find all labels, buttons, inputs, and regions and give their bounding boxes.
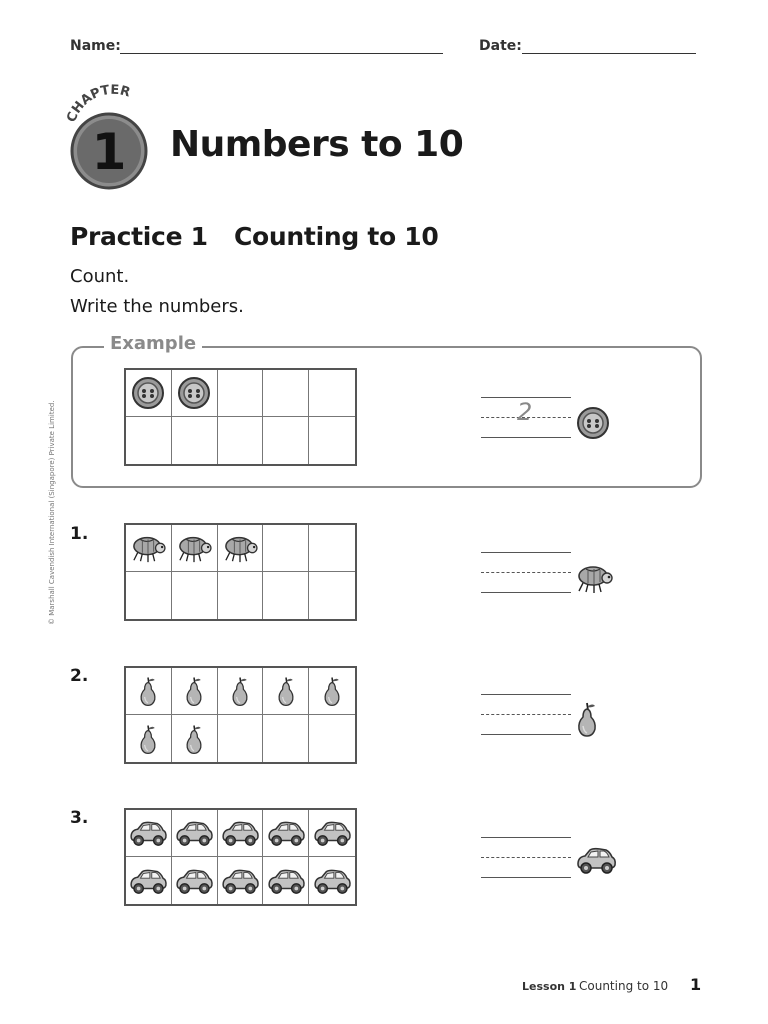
ten-frame-cell bbox=[263, 715, 309, 762]
ten-frame-example bbox=[124, 368, 357, 466]
answer-lines-question-3[interactable] bbox=[481, 828, 571, 878]
ten-frame-cell bbox=[172, 810, 218, 857]
ten-frame-cell bbox=[126, 715, 172, 762]
pear-icon bbox=[137, 674, 159, 708]
ten-frame-cell bbox=[126, 370, 172, 417]
chapter-badge bbox=[60, 84, 160, 190]
ten-frame-cell bbox=[263, 370, 309, 417]
car-icon bbox=[127, 866, 169, 896]
pear-icon bbox=[275, 674, 297, 708]
chapter-title: Numbers to 10 bbox=[170, 124, 464, 165]
ten-frame-cell bbox=[172, 572, 218, 619]
ten-frame-cell bbox=[218, 572, 264, 619]
footer-lesson: Lesson 1 bbox=[522, 980, 577, 993]
ten-frame-cell bbox=[263, 668, 309, 715]
ten-frame-cell bbox=[218, 810, 264, 857]
ten-frame-cell bbox=[172, 857, 218, 904]
ten-frame-cell bbox=[218, 668, 264, 715]
instruction-write: Write the numbers. bbox=[70, 296, 244, 317]
ten-frame-cell bbox=[126, 857, 172, 904]
ten-frame-cell bbox=[263, 417, 309, 464]
question-2-number: 2. bbox=[70, 666, 89, 686]
question-3-object-icon bbox=[574, 844, 618, 876]
car-icon bbox=[219, 866, 261, 896]
ten-frame-cell bbox=[172, 417, 218, 464]
ten-frame-cell bbox=[218, 417, 264, 464]
copyright-notice: © Marshall Cavendish International (Singapore) Private Limited. bbox=[48, 400, 56, 625]
car-icon bbox=[219, 818, 261, 848]
footer-topic: Counting to 10 bbox=[579, 979, 669, 993]
ten-frame-cell bbox=[309, 715, 355, 762]
car-icon bbox=[311, 818, 353, 848]
ten-frame-cell bbox=[309, 417, 355, 464]
car-icon bbox=[574, 844, 618, 876]
pear-icon bbox=[137, 722, 159, 756]
ten-frame-cell bbox=[263, 857, 309, 904]
ten-frame-cell bbox=[263, 572, 309, 619]
pear-icon bbox=[574, 700, 600, 738]
ten-frame-cell bbox=[218, 370, 264, 417]
ten-frame-cell bbox=[172, 370, 218, 417]
page-number: 1 bbox=[690, 975, 702, 994]
car-icon bbox=[265, 818, 307, 848]
pear-icon bbox=[183, 722, 205, 756]
instruction-count: Count. bbox=[70, 266, 130, 287]
chapter-word: CHAPTER bbox=[64, 84, 132, 125]
ten-frame-cell bbox=[218, 715, 264, 762]
date-line[interactable] bbox=[522, 53, 696, 54]
answer-value-example: 2 bbox=[517, 398, 533, 426]
practice-title: Practice 1 bbox=[70, 222, 208, 251]
ten-frame-cell bbox=[126, 572, 172, 619]
pear-icon bbox=[229, 674, 251, 708]
beetle-icon bbox=[175, 532, 213, 564]
car-icon bbox=[265, 866, 307, 896]
car-icon bbox=[127, 818, 169, 848]
pear-icon bbox=[321, 674, 343, 708]
car-icon bbox=[173, 866, 215, 896]
ten-frame-cell bbox=[263, 810, 309, 857]
ten-frame-cell bbox=[126, 525, 172, 572]
button-icon bbox=[576, 406, 610, 440]
chapter-number: 1 bbox=[91, 123, 127, 181]
beetle-icon bbox=[129, 532, 167, 564]
button-icon bbox=[177, 376, 211, 410]
ten-frame-cell bbox=[172, 668, 218, 715]
ten-frame-cell bbox=[126, 668, 172, 715]
question-3-number: 3. bbox=[70, 808, 89, 828]
ten-frame-question-2 bbox=[124, 666, 357, 764]
ten-frame-cell bbox=[218, 525, 264, 572]
car-icon bbox=[173, 818, 215, 848]
ten-frame-cell bbox=[309, 857, 355, 904]
example-object-icon bbox=[576, 406, 610, 440]
date-label: Date: bbox=[479, 38, 522, 54]
ten-frame-cell bbox=[263, 525, 309, 572]
ten-frame-question-1 bbox=[124, 523, 357, 621]
ten-frame-cell bbox=[309, 668, 355, 715]
name-line[interactable] bbox=[120, 53, 443, 54]
ten-frame-cell bbox=[172, 525, 218, 572]
answer-lines-question-1[interactable] bbox=[481, 543, 571, 593]
answer-lines-question-2[interactable] bbox=[481, 685, 571, 735]
ten-frame-question-3 bbox=[124, 808, 357, 906]
ten-frame-cell bbox=[309, 572, 355, 619]
ten-frame-cell bbox=[309, 525, 355, 572]
pear-icon bbox=[183, 674, 205, 708]
ten-frame-cell bbox=[309, 370, 355, 417]
ten-frame-cell bbox=[126, 810, 172, 857]
example-label: Example bbox=[104, 333, 202, 354]
ten-frame-cell bbox=[126, 417, 172, 464]
ten-frame-cell bbox=[172, 715, 218, 762]
practice-subtitle: Counting to 10 bbox=[234, 222, 439, 251]
beetle-icon bbox=[221, 532, 259, 564]
ten-frame-cell bbox=[309, 810, 355, 857]
name-label: Name: bbox=[70, 38, 121, 54]
question-1-object-icon bbox=[574, 561, 614, 595]
car-icon bbox=[311, 866, 353, 896]
answer-lines-example[interactable] bbox=[481, 388, 571, 438]
ten-frame-cell bbox=[218, 857, 264, 904]
question-1-number: 1. bbox=[70, 524, 89, 544]
question-2-object-icon bbox=[574, 700, 600, 738]
beetle-icon bbox=[574, 561, 614, 595]
button-icon bbox=[131, 376, 165, 410]
